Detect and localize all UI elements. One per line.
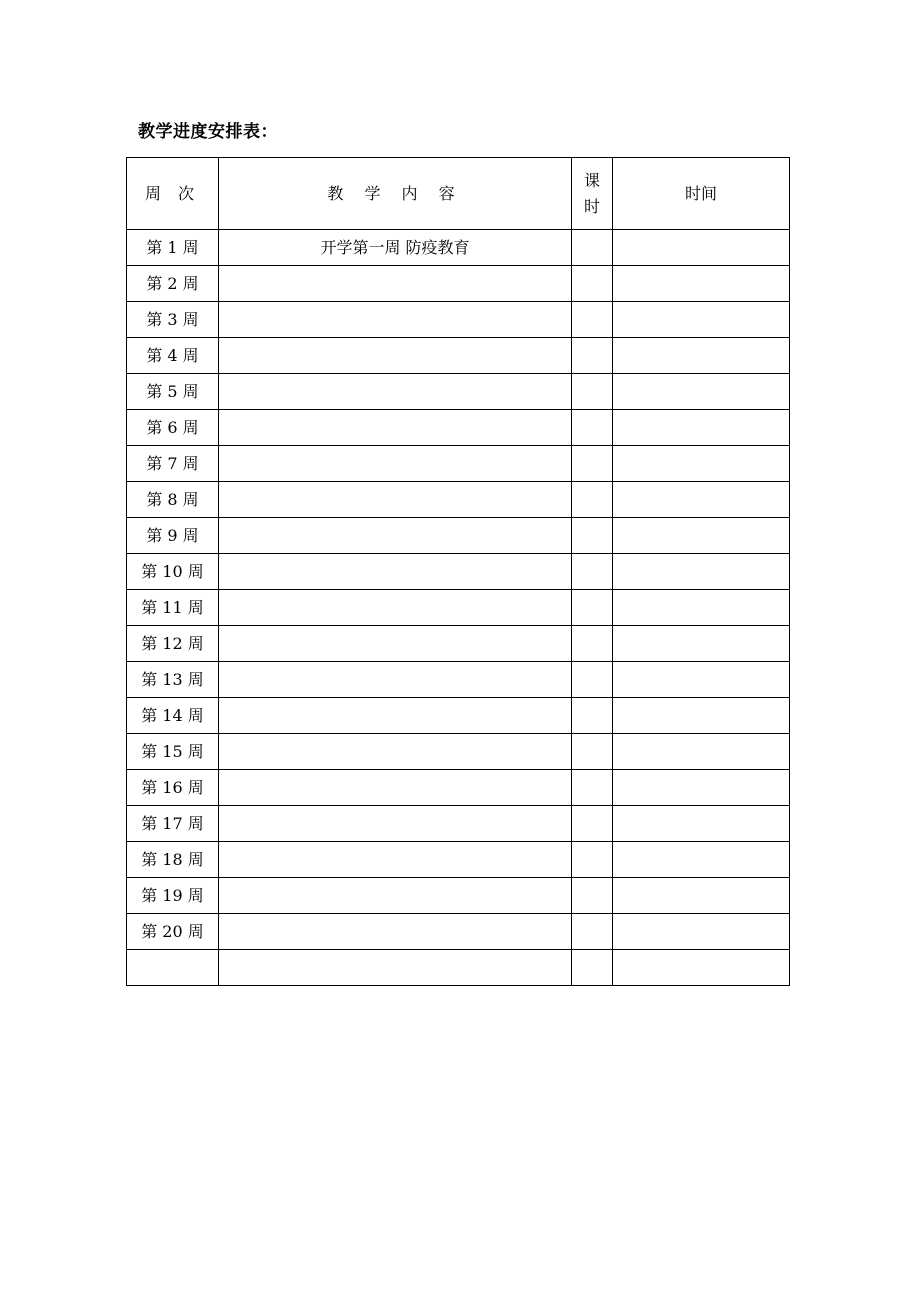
time-cell[interactable] bbox=[613, 302, 790, 338]
content-cell[interactable] bbox=[219, 410, 572, 446]
content-cell[interactable] bbox=[219, 302, 572, 338]
header-hours bbox=[572, 158, 613, 230]
content-cell[interactable]: 开学第一周 防疫教育 bbox=[219, 230, 572, 266]
hours-cell[interactable] bbox=[572, 914, 613, 950]
week-cell: 第 19 周 bbox=[127, 878, 219, 914]
hours-cell[interactable] bbox=[572, 410, 613, 446]
time-cell[interactable] bbox=[613, 626, 790, 662]
table-row bbox=[127, 770, 790, 806]
week-cell: 第 8 周 bbox=[127, 482, 219, 518]
table-row bbox=[127, 374, 790, 410]
hours-cell[interactable] bbox=[572, 698, 613, 734]
table-row bbox=[127, 806, 790, 842]
week-cell: 第 6 周 bbox=[127, 410, 219, 446]
table-row bbox=[127, 626, 790, 662]
time-cell[interactable] bbox=[613, 734, 790, 770]
week-cell: 第 15 周 bbox=[127, 734, 219, 770]
time-cell[interactable] bbox=[613, 698, 790, 734]
content-cell[interactable] bbox=[219, 950, 572, 986]
hours-cell[interactable] bbox=[572, 374, 613, 410]
time-cell[interactable] bbox=[613, 878, 790, 914]
content-cell[interactable] bbox=[219, 878, 572, 914]
header-hours-bottom: 时 bbox=[583, 196, 600, 216]
content-cell[interactable] bbox=[219, 806, 572, 842]
week-cell: 第 18 周 bbox=[127, 842, 219, 878]
time-cell[interactable] bbox=[613, 950, 790, 986]
time-cell[interactable] bbox=[613, 554, 790, 590]
week-cell: 第 17 周 bbox=[127, 806, 219, 842]
time-cell[interactable] bbox=[613, 842, 790, 878]
content-cell[interactable] bbox=[219, 374, 572, 410]
table-row bbox=[127, 842, 790, 878]
table-row bbox=[127, 914, 790, 950]
hours-cell[interactable] bbox=[572, 590, 613, 626]
time-cell[interactable] bbox=[613, 482, 790, 518]
week-cell: 第 13 周 bbox=[127, 662, 219, 698]
time-cell[interactable] bbox=[613, 914, 790, 950]
time-cell[interactable] bbox=[613, 446, 790, 482]
time-cell[interactable] bbox=[613, 590, 790, 626]
time-cell[interactable] bbox=[613, 662, 790, 698]
hours-cell[interactable] bbox=[572, 626, 613, 662]
content-cell[interactable] bbox=[219, 770, 572, 806]
hours-cell[interactable] bbox=[572, 302, 613, 338]
content-cell[interactable] bbox=[219, 734, 572, 770]
hours-cell[interactable] bbox=[572, 950, 613, 986]
content-cell[interactable] bbox=[219, 446, 572, 482]
table-row bbox=[127, 554, 790, 590]
hours-cell[interactable] bbox=[572, 482, 613, 518]
week-cell: 第 1 周 bbox=[127, 230, 219, 266]
content-cell[interactable] bbox=[219, 914, 572, 950]
week-cell: 第 11 周 bbox=[127, 590, 219, 626]
week-cell: 第 16 周 bbox=[127, 770, 219, 806]
week-cell: 第 2 周 bbox=[127, 266, 219, 302]
table-row bbox=[127, 590, 790, 626]
table-header-row bbox=[127, 158, 790, 230]
table-row bbox=[127, 698, 790, 734]
hours-cell[interactable] bbox=[572, 878, 613, 914]
content-cell[interactable] bbox=[219, 626, 572, 662]
table-row bbox=[127, 302, 790, 338]
content-cell[interactable] bbox=[219, 482, 572, 518]
week-cell: 第 3 周 bbox=[127, 302, 219, 338]
content-cell[interactable] bbox=[219, 842, 572, 878]
hours-cell[interactable] bbox=[572, 266, 613, 302]
hours-cell[interactable] bbox=[572, 842, 613, 878]
time-cell[interactable] bbox=[613, 374, 790, 410]
week-cell: 第 4 周 bbox=[127, 338, 219, 374]
header-content: 教 学 内 容 bbox=[219, 158, 572, 230]
week-cell: 第 10 周 bbox=[127, 554, 219, 590]
hours-cell[interactable] bbox=[572, 446, 613, 482]
header-week: 周 次 bbox=[127, 158, 219, 230]
hours-cell[interactable] bbox=[572, 806, 613, 842]
teaching-schedule-table bbox=[126, 157, 790, 986]
content-cell[interactable] bbox=[219, 590, 572, 626]
hours-cell[interactable] bbox=[572, 734, 613, 770]
week-cell: 第 9 周 bbox=[127, 518, 219, 554]
content-cell[interactable] bbox=[219, 518, 572, 554]
hours-cell[interactable] bbox=[572, 554, 613, 590]
content-cell[interactable] bbox=[219, 662, 572, 698]
page-title: 教学进度安排表： bbox=[138, 122, 278, 142]
hours-cell[interactable] bbox=[572, 230, 613, 266]
week-cell bbox=[127, 950, 219, 986]
table-row bbox=[127, 266, 790, 302]
week-cell: 第 14 周 bbox=[127, 698, 219, 734]
content-cell[interactable] bbox=[219, 338, 572, 374]
header-time: 时间 bbox=[613, 158, 790, 230]
hours-cell[interactable] bbox=[572, 518, 613, 554]
table-row bbox=[127, 878, 790, 914]
week-cell: 第 20 周 bbox=[127, 914, 219, 950]
table-row bbox=[127, 446, 790, 482]
table-row bbox=[127, 518, 790, 554]
header-hours-top: 课 bbox=[583, 170, 600, 190]
table-row bbox=[127, 950, 790, 986]
time-cell[interactable] bbox=[613, 338, 790, 374]
hours-cell[interactable] bbox=[572, 770, 613, 806]
hours-cell[interactable] bbox=[572, 338, 613, 374]
week-cell: 第 7 周 bbox=[127, 446, 219, 482]
time-cell[interactable] bbox=[613, 806, 790, 842]
content-cell[interactable] bbox=[219, 266, 572, 302]
time-cell[interactable] bbox=[613, 410, 790, 446]
time-cell[interactable] bbox=[613, 266, 790, 302]
content-cell[interactable] bbox=[219, 554, 572, 590]
week-cell: 第 5 周 bbox=[127, 374, 219, 410]
time-cell[interactable] bbox=[613, 518, 790, 554]
hours-cell[interactable] bbox=[572, 662, 613, 698]
table-row bbox=[127, 482, 790, 518]
content-cell[interactable] bbox=[219, 698, 572, 734]
time-cell[interactable] bbox=[613, 230, 790, 266]
table-row bbox=[127, 230, 790, 266]
time-cell[interactable] bbox=[613, 770, 790, 806]
table-row bbox=[127, 338, 790, 374]
week-cell: 第 12 周 bbox=[127, 626, 219, 662]
table-row bbox=[127, 410, 790, 446]
table-row bbox=[127, 662, 790, 698]
table-row bbox=[127, 734, 790, 770]
